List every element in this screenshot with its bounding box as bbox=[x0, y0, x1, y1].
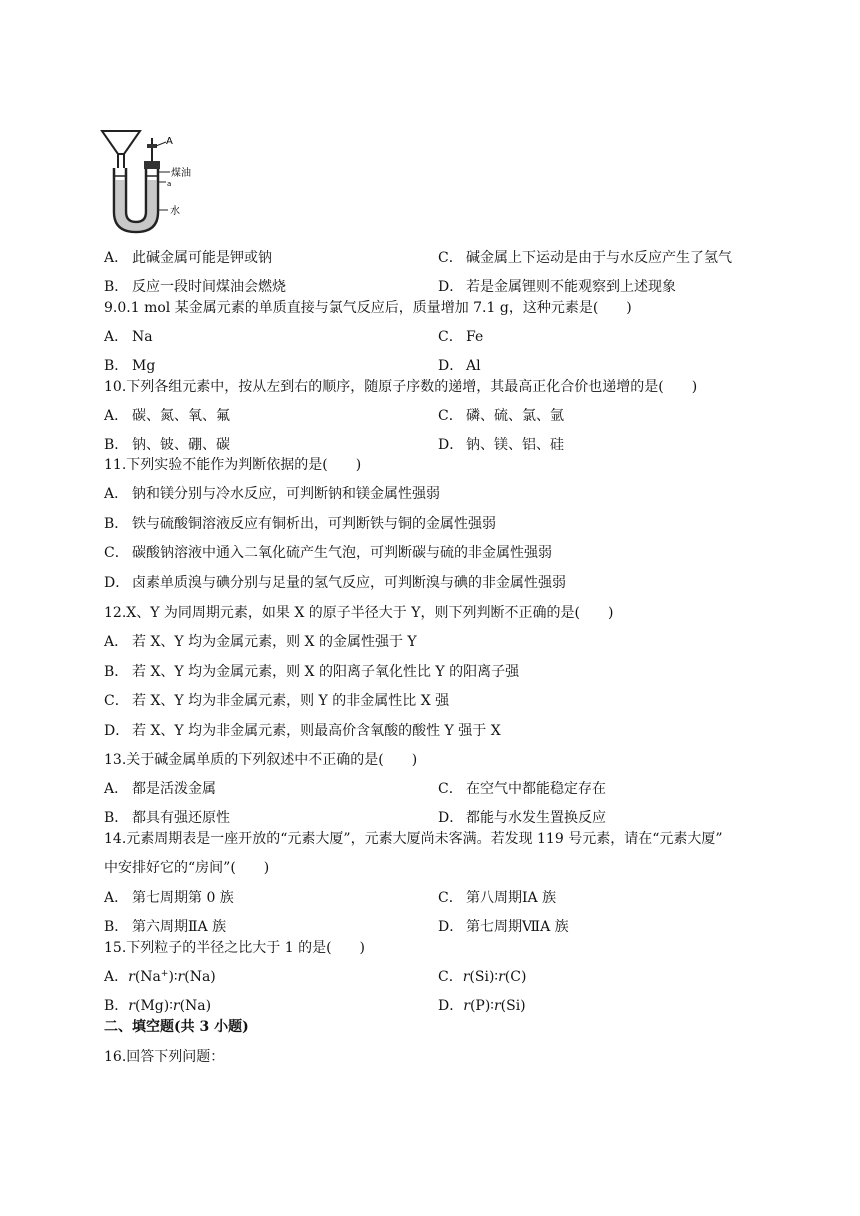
q8-option-d: D． 若是金属锂则不能观察到上述现象 bbox=[438, 279, 676, 295]
q15-option-b: B．r(Mg)∶r(Na) bbox=[104, 998, 212, 1014]
q10-option-a: A． 碳、氮、氧、氟 bbox=[104, 408, 230, 424]
q11-option-d: D． 卤素单质溴与碘分别与足量的氢气反应，可判断溴与碘的非金属性强弱 bbox=[104, 575, 566, 591]
q16-stem: 16.回答下列问题： bbox=[104, 1049, 225, 1065]
q8-option-b: B． 反应一段时间煤油会燃烧 bbox=[104, 279, 286, 295]
q13-option-a: A． 都是活泼金属 bbox=[104, 781, 216, 797]
q9-option-c: C． Fe bbox=[438, 329, 484, 345]
q15-option-a: A．r(Na+)∶r(Na) bbox=[104, 969, 216, 985]
u-tube-figure bbox=[100, 128, 220, 234]
q10-stem: 10.下列各组元素中，按从左到右的顺序，随原子序数的递增，其最高正化合价也递增的是( ) bbox=[104, 379, 698, 395]
q14-option-d: D． 第七周期ⅦA 族 bbox=[438, 919, 569, 935]
q12-option-b: B． 若 X、Y 均为金属元素，则 X 的阳离子氧化性比 Y 的阳离子强 bbox=[104, 664, 520, 680]
q9-option-b: B． Mg bbox=[104, 358, 156, 374]
figure-label-a-small: a bbox=[167, 180, 172, 188]
q11-stem: 11.下列实验不能作为判断依据的是( ) bbox=[104, 457, 362, 473]
q11-option-b: B． 铁与硫酸铜溶液反应有铜析出，可判断铁与铜的金属性强弱 bbox=[104, 516, 496, 532]
q9-option-d: D． Al bbox=[438, 358, 481, 374]
q13-stem: 13.关于碱金属单质的下列叙述中不正确的是( ) bbox=[104, 752, 418, 768]
q14-option-c: C． 第八周期ⅠA 族 bbox=[438, 890, 557, 906]
q9-stem: 9.0.1 mol 某金属元素的单质直接与氯气反应后，质量增加 7.1 g，这种元素是( ) bbox=[104, 300, 632, 316]
q10-option-c: C． 磷、硫、氯、氩 bbox=[438, 408, 564, 424]
q12-stem: 12.X、Y 为同周期元素，如果 X 的原子半径大于 Y，则下列判断不正确的是( ) bbox=[104, 605, 614, 621]
q10-option-b: B． 钠、铍、硼、碳 bbox=[104, 437, 230, 453]
q13-option-d: D． 都能与水发生置换反应 bbox=[438, 810, 606, 826]
q11-option-a: A． 钠和镁分别与冷水反应，可判断钠和镁金属性强弱 bbox=[104, 486, 440, 502]
q14-stem-line1: 14.元素周期表是一座开放的“元素大厦”，元素大厦尚未客满。若发现 119 号元素，请在“元素大厦” bbox=[104, 831, 723, 847]
section-title-fill-in: 二、填空题(共 3 小题) bbox=[104, 1019, 249, 1035]
figure-label-water: 水 bbox=[170, 206, 180, 217]
u-tube-diagram bbox=[100, 128, 220, 234]
q14-option-a: A． 第七周期第 0 族 bbox=[104, 890, 234, 906]
q11-option-c: C． 碳酸钠溶液中通入二氧化硫产生气泡，可判断碳与硫的非金属性强弱 bbox=[104, 545, 552, 561]
q8-option-c: C． 碱金属上下运动是由于与水反应产生了氢气 bbox=[438, 250, 732, 266]
q15-option-d: D．r(P)∶r(Si) bbox=[438, 998, 526, 1014]
figure-label-oil: 煤油 bbox=[171, 168, 191, 179]
q13-option-c: C． 在空气中都能稳定存在 bbox=[438, 781, 606, 797]
q15-option-c: C．r(Si)∶r(C) bbox=[438, 969, 527, 985]
q8-option-a: A． 此碱金属可能是钾或钠 bbox=[104, 250, 272, 266]
q15-stem: 15.下列粒子的半径之比大于 1 的是( ) bbox=[104, 940, 365, 956]
figure-label-a: A bbox=[166, 136, 173, 147]
q14-stem-line2: 中安排好它的“房间”( ) bbox=[104, 860, 270, 876]
q12-option-c: C． 若 X、Y 均为非金属元素，则 Y 的非金属性比 X 强 bbox=[104, 693, 450, 709]
q9-option-a: A． Na bbox=[104, 329, 153, 345]
q12-option-d: D． 若 X、Y 均为非金属元素，则最高价含氧酸的酸性 Y 强于 X bbox=[104, 723, 501, 739]
q14-option-b: B． 第六周期ⅡA 族 bbox=[104, 919, 227, 935]
q13-option-b: B． 都具有强还原性 bbox=[104, 810, 230, 826]
q12-option-a: A． 若 X、Y 均为金属元素，则 X 的金属性强于 Y bbox=[104, 634, 417, 650]
q10-option-d: D． 钠、镁、铝、硅 bbox=[438, 437, 564, 453]
